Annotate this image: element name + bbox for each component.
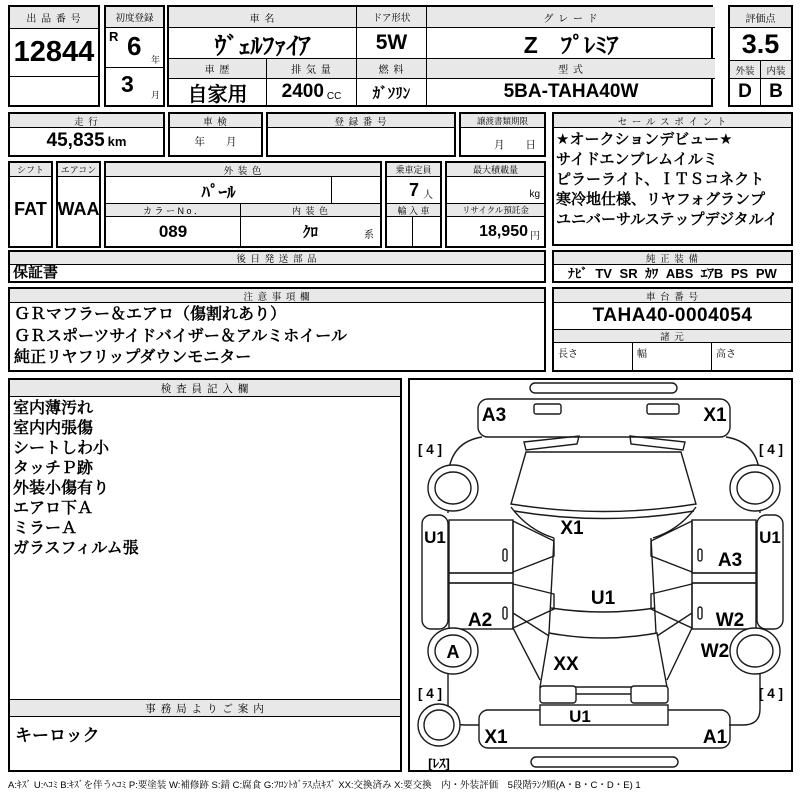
sales-point-line: 寒冷地仕様、リヤフォグランプ [556, 191, 765, 208]
d-pillar-left-2 [513, 628, 540, 680]
caution-line: 純正リヤフリップダウンモニター [14, 349, 252, 366]
interior-grade-label: 内装 [761, 61, 791, 79]
interior-color-value: ｸﾛ [302, 224, 318, 241]
front-top-trim [530, 383, 677, 393]
door-gap-right [692, 573, 756, 583]
office-value: キーロック [15, 726, 100, 745]
front-grille-right [647, 404, 679, 414]
sales-point-line: ユニバーサルステップデジタルイ [556, 211, 778, 228]
damage-label-roof: U1 [590, 588, 616, 609]
grade-value: Z ﾌﾟﾚﾐｱ [427, 28, 715, 59]
reg-month: 3 [121, 71, 134, 97]
fuel-value: ｶﾞｿﾘﾝ [357, 79, 427, 105]
inspector-line: 室内薄汚れ [13, 400, 94, 417]
damage-code-legend: A:ｷｽﾞ U:ﾍｺﾐ B:ｷｽﾞを伴うﾍｺﾐ P:要塗装 W:補修跡 S:錆 C:腐食 G:ﾌﾛﾝﾄｶﾞﾗｽ点ｷｽﾞ XX:交換済み X:要交換 内・外装評価 5段階ﾗﾝｸ順(A・B・C・D・E) 1 [8, 780, 641, 791]
recycle-cell [447, 217, 544, 246]
model-code-label: 型 式 [427, 59, 715, 79]
lot-number-label: 出 品 番 号 [10, 7, 98, 29]
front-bumper [478, 399, 730, 437]
windshield [511, 452, 696, 512]
capacity-label: 乗車定員 [387, 163, 440, 177]
damage-label-cowl: X1 [560, 518, 584, 539]
exterior-grade-value: D [730, 79, 761, 105]
shaken-placeholder: 年 月 [194, 135, 237, 148]
inspector-line: シートしわ小 [13, 440, 110, 457]
later-parts-label: 後 日 発 送 部 品 [10, 252, 544, 265]
first-registration-month-cell [106, 68, 163, 104]
sales-points-label: セ ー ル ス ポ イ ン ト [554, 114, 791, 128]
tire-depth-rear-left: [ 4 ] [417, 686, 443, 701]
spec-width-label: 幅 [637, 349, 647, 360]
spec-width-cell [633, 343, 712, 370]
color-no-label: カ ラ ー N o ． [106, 204, 241, 217]
tire-depth-front-right: [ 4 ] [758, 442, 784, 457]
damage-label-tailgate: U1 [569, 707, 591, 726]
caution-line: ＧＲスポーツサイドバイザー＆アルミホイール [14, 327, 347, 345]
fuel-label: 燃 料 [357, 59, 427, 79]
sales-point-line: サイドエンブレムイルミ [556, 151, 718, 168]
displacement-number: 2400 [281, 81, 324, 102]
transfer-deadline-placeholder: 月 日 [494, 139, 536, 151]
front-door-left [449, 520, 513, 573]
inspector-box [8, 378, 402, 772]
specs-row [554, 343, 791, 370]
damage-diagram-box [408, 378, 793, 772]
damage-label-rear-window: XX [553, 654, 579, 675]
wiper-right [630, 436, 685, 450]
aircon-box [56, 161, 101, 248]
d-pillar-left-1 [513, 613, 549, 636]
damage-label-fender-right: U1 [759, 528, 781, 547]
payload-group-box [445, 161, 546, 248]
roof-edge-left [549, 538, 554, 633]
inspector-line: タッチＰ跡 [13, 460, 94, 477]
registration-number-box [266, 112, 456, 157]
car-name-value: ｳﾞｪﾙﾌｧｲｱ [169, 28, 357, 59]
damage-label-slide-door-right: W2 [715, 610, 745, 631]
grade-label: グ レ ー ド [427, 7, 715, 28]
car-name-label: 車 名 [169, 7, 357, 28]
payload-label: 最大積載量 [447, 163, 544, 177]
damage-label-rear-bumper-right: A1 [702, 727, 728, 748]
first-registration-year-cell [106, 28, 163, 68]
roof-edge-right [651, 538, 656, 633]
sales-point-line: ★オークションデビュー★ [556, 131, 733, 148]
sales-point-line: ピラーライト、ＩＴＳコネクト [556, 171, 765, 188]
color-group-box [104, 161, 382, 248]
payload-unit: kg [447, 177, 544, 204]
mileage-number: 45,835 [46, 130, 105, 151]
tire-depth-front-left: [ 4 ] [417, 442, 443, 457]
import-label: 輸 入 車 [387, 204, 440, 217]
first-registration-box [104, 5, 165, 107]
rear-bottom-trim [531, 757, 678, 767]
tail-light-right [631, 686, 668, 703]
inspector-line: エアロ下Ａ [13, 500, 94, 517]
tail-light-left [540, 686, 576, 703]
import-cell-left [387, 217, 413, 246]
cautions-list [10, 303, 544, 370]
cautions-box [8, 287, 546, 372]
door-handle-rear-left [503, 607, 507, 619]
door-gap-left [449, 573, 513, 583]
era-code: R [109, 29, 119, 44]
exterior-color-value: ﾊﾟｰﾙ [106, 177, 332, 204]
damage-label-front-bumper-right: X1 [703, 405, 727, 426]
tire-depth-rear-right: [ 4 ] [758, 686, 784, 701]
equipment-value: ﾅﾋﾞ TV SR ｶﾜ ABS ｴｱB PS PW [568, 266, 777, 281]
color-no-value: 089 [106, 217, 241, 246]
capacity-value: 7 [408, 179, 419, 200]
first-registration-label: 初度登録 [106, 7, 163, 28]
interior-color-cell [241, 217, 380, 246]
inspector-line: ミラーＡ [13, 520, 78, 537]
mileage-label: 走 行 [10, 114, 163, 128]
displacement-label: 排 気 量 [267, 59, 357, 79]
d-pillar-right-1 [657, 613, 692, 636]
score-label: 評価点 [730, 7, 791, 28]
inspector-label: 検 査 員 記 入 欄 [10, 380, 400, 397]
interior-grade-value: B [769, 81, 783, 102]
spec-length-cell [554, 343, 633, 370]
rear-glass-right [651, 584, 692, 628]
recycle-value: 18,950 [479, 222, 528, 240]
spare-tire-label: [ﾚｽ] [428, 756, 450, 770]
door-shape-value: 5W [357, 28, 427, 59]
exterior-color-label: 外 装 色 [106, 163, 380, 177]
inspector-list [10, 397, 400, 699]
exterior-color-row [106, 177, 380, 204]
damage-label-slide-door-left: A2 [467, 610, 493, 631]
shift-label: シフト [10, 163, 51, 177]
sales-points-box [552, 112, 793, 246]
front-grille-left [534, 404, 561, 414]
later-parts-box [8, 250, 546, 283]
shaken-label: 車 検 [170, 114, 261, 128]
year-unit: 年 [150, 55, 160, 65]
score-value: 3.5 [730, 28, 791, 61]
history-label: 車 歴 [169, 59, 267, 79]
damage-label-rear-bumper-left: X1 [484, 727, 508, 748]
sales-points-list [554, 128, 791, 232]
transfer-deadline-box [459, 112, 546, 157]
chassis-box [552, 287, 793, 372]
vehicle-info-box [167, 5, 713, 107]
shaken-box [168, 112, 263, 157]
damage-label-fender-left: U1 [424, 528, 446, 547]
door-shape-label: ドア形状 [357, 7, 427, 28]
exterior-grade-label: 外装 [730, 61, 761, 79]
aircon-label: エアコン [58, 163, 99, 177]
displacement-value [267, 79, 357, 105]
chassis-value: TAHA40-0004054 [554, 303, 791, 330]
history-value: 自家用 [169, 79, 267, 105]
door-handle-front-left [503, 549, 507, 561]
lot-number-box [8, 5, 100, 107]
car-damage-diagram [410, 380, 791, 770]
mileage-value [10, 128, 163, 154]
import-cell-right [413, 217, 440, 246]
caution-line: ＧＲマフラー＆エアロ（傷割れあり） [14, 306, 287, 323]
damage-label-front-door-right: A3 [717, 550, 743, 571]
equipment-label: 純 正 装 備 [554, 252, 791, 265]
interior-color-unit: 系 [364, 230, 374, 241]
interior-color-label: 内 装 色 [241, 204, 380, 217]
inspector-line: 外装小傷有り [13, 480, 110, 497]
specs-label: 諸 元 [554, 330, 791, 343]
capacity-unit: 人 [423, 190, 433, 201]
score-box [728, 5, 793, 107]
mileage-box [8, 112, 165, 157]
grade-subvalues [730, 79, 791, 105]
exterior-color-extra-cell [332, 177, 380, 204]
month-unit: 月 [150, 90, 160, 100]
shift-value: FAT [14, 199, 47, 219]
damage-label-rear-quarter-right: W2 [700, 641, 730, 662]
color-subvalues [106, 217, 380, 246]
chassis-label: 車 台 番 号 [554, 289, 791, 303]
front-glass-right [651, 521, 692, 572]
inspector-line: ガラスフィルム張 [13, 540, 139, 557]
rear-glass-left [513, 584, 554, 628]
recycle-label: リサイクル預託金 [447, 204, 544, 217]
registration-number-label: 登 録 番 号 [268, 114, 454, 128]
later-parts-value: 保証書 [13, 264, 59, 281]
damage-label-front-bumper-left: A3 [481, 405, 507, 426]
recycle-unit: 円 [530, 230, 540, 242]
import-cells [387, 217, 440, 246]
spec-height-label: 高さ [716, 349, 736, 360]
transfer-deadline-label: 譲渡書類期限 [461, 114, 544, 128]
tailgate [540, 705, 668, 725]
inspector-line: 室内内張傷 [13, 420, 94, 437]
d-pillar-right-2 [667, 628, 692, 680]
door-handle-front-right [698, 549, 702, 561]
mileage-unit: km [107, 133, 127, 149]
model-code-value: 5BA-TAHA40W [503, 81, 639, 102]
capacity-group-box [385, 161, 442, 248]
grade-subheaders [730, 61, 791, 79]
office-label: 事 務 局 よ り ご 案 内 [10, 699, 400, 717]
spec-length-label: 長さ [558, 349, 578, 360]
capacity-cell [387, 177, 440, 204]
shift-box [8, 161, 53, 248]
aircon-value: WAA [57, 199, 100, 219]
lot-number-value: 12844 [10, 29, 98, 77]
equipment-box [552, 250, 793, 283]
displacement-unit: CC [326, 90, 342, 102]
reg-year: 6 [127, 31, 142, 61]
spec-height-cell [712, 343, 791, 370]
color-subheaders [106, 204, 380, 217]
damage-label-rear-wheel-left: A [446, 642, 460, 662]
cautions-label: 注 意 事 項 欄 [10, 289, 544, 303]
door-handle-rear-right [698, 607, 702, 619]
wiper-left [524, 436, 579, 450]
